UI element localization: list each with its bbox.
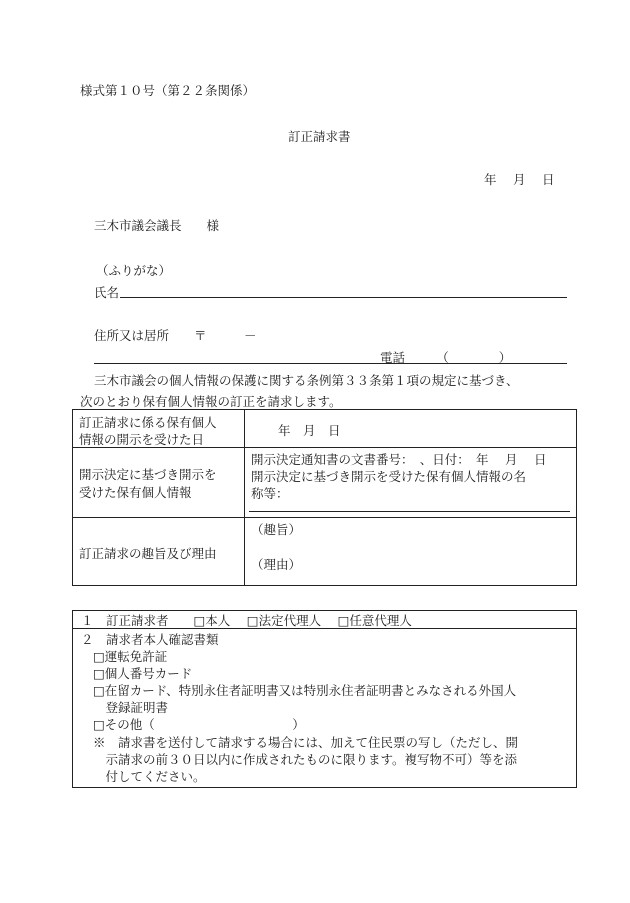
furigana-label: （ふりがな） [96,263,172,278]
form-number: 様式第１０号（第２２条関係） [80,83,256,98]
row2-label-1: 開示決定に基づき開示を [79,467,217,482]
row3-reason: （理由） [251,557,302,572]
documents-header: ２ 請求者本人確認書類 [81,632,219,647]
name-field-line[interactable] [120,297,567,298]
address-label: 住所又は居所 〒 － [94,328,257,343]
page-title: 訂正請求書 [288,129,351,144]
date-line: 年 月 日 [484,172,555,187]
row3-label: 訂正請求の趣旨及び理由 [79,546,217,561]
doc-item-residence[interactable]: □在留カード、特別永住者証明書又は特別永住者証明書とみなされる外国人 [93,683,517,698]
doc-item-license[interactable]: □運転免許証 [93,649,168,664]
note-line-3: 付してください。 [93,769,206,784]
doc-item-mynumber[interactable]: □個人番号カード [93,666,193,681]
address-field-line[interactable] [94,363,567,364]
requester-box [72,610,577,788]
row1-date-value: 年 月 日 [278,423,341,438]
row3-purpose: （趣旨） [251,522,302,537]
intro-line-1: 三木市議会の個人情報の保護に関する条例第３３条第１項の規定に基づき、 [94,373,519,388]
intro-line-2: 次のとおり保有個人情報の訂正を請求します。 [80,394,342,409]
requester-line[interactable]: １ 訂正請求者 □本人 □法定代理人 □任意代理人 [81,613,412,628]
phone-label: 電話 （ ） [380,350,512,365]
request-table [72,409,577,586]
note-line-1: ※ 請求書を送付して請求する場合には、加えて住民票の写し（ただし、開 [93,735,519,750]
addressee: 三木市議会議長 様 [94,218,220,233]
doc-item-other[interactable]: □その他（ ） [93,717,305,732]
row2-label-2: 受けた保有個人情報 [79,485,192,500]
doc-item-residence-cont: 登録証明書 [93,700,169,715]
row2-value-2: 開示決定に基づき開示を受けた保有個人情報の名 [251,469,527,484]
row2-value-3: 称等： [251,486,289,501]
row1-label-2: 情報の開示を受けた日 [79,432,205,447]
row1-label-1: 訂正請求に係る保有個人 [79,415,217,430]
note-line-2: 示請求の前３０日以内に作成されたものに限ります。複写物不可）等を添 [93,752,518,767]
name-label: 氏名 [94,285,120,300]
row2-value-1: 開示決定通知書の文書番号： 、日付： 年 月 日 [251,452,547,467]
row2-field-line[interactable] [249,511,570,512]
